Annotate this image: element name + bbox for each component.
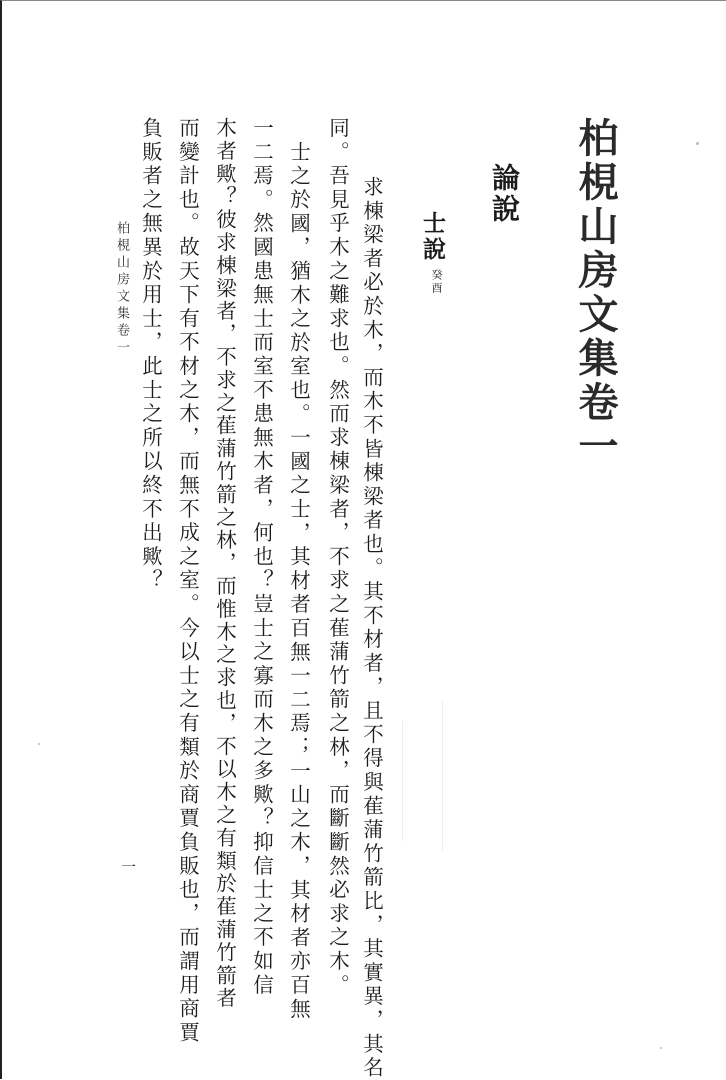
body-column: 求棟梁者必於木，而木不皆棟梁者也。其不材者，且不得與萑蒲竹箭比，其實異，其名 [359, 176, 384, 1080]
show-through-mark [402, 721, 403, 841]
running-head: 柏梘山房文集卷一 [114, 221, 129, 357]
show-through-mark [442, 701, 443, 851]
paper-speck [38, 743, 40, 745]
paper-speck [696, 142, 699, 145]
book-title: 柏梘山房文集卷一 [572, 117, 619, 469]
section-title: 論說 [488, 163, 521, 225]
body-column: 負販者之無異於用士，此士之所以終不出歟？ [138, 117, 163, 593]
body-column: 一二焉。然國患無士而室不患無木者，何也？豈士之寡而木之多歟？抑信士之不如信 [249, 117, 274, 998]
body-column: 而變計也。故天下有不材之木，而無不成之室。今以士之有類於商賈負販也，而謂用商賈 [175, 117, 200, 1046]
body-column: 士之於國，猶木之於室也。一國之士，其材者百無一二焉；一山之木，其材者亦百無 [286, 141, 311, 1022]
essay-title: 士說 [419, 211, 446, 263]
page-number: 一 [119, 859, 137, 874]
body-column: 同。吾見乎木之難求也。然而求棟梁者，不求之萑蒲竹箭之林，而斷斷然必求之木。 [325, 117, 350, 998]
body-column: 木者歟？彼求棟梁者，不求之萑蒲竹箭之林，而惟木之求也，不以木之有類於萑蒲竹箭者 [212, 117, 237, 1011]
essay-date: 癸酉 [430, 269, 443, 295]
paper-speck [660, 1047, 662, 1049]
